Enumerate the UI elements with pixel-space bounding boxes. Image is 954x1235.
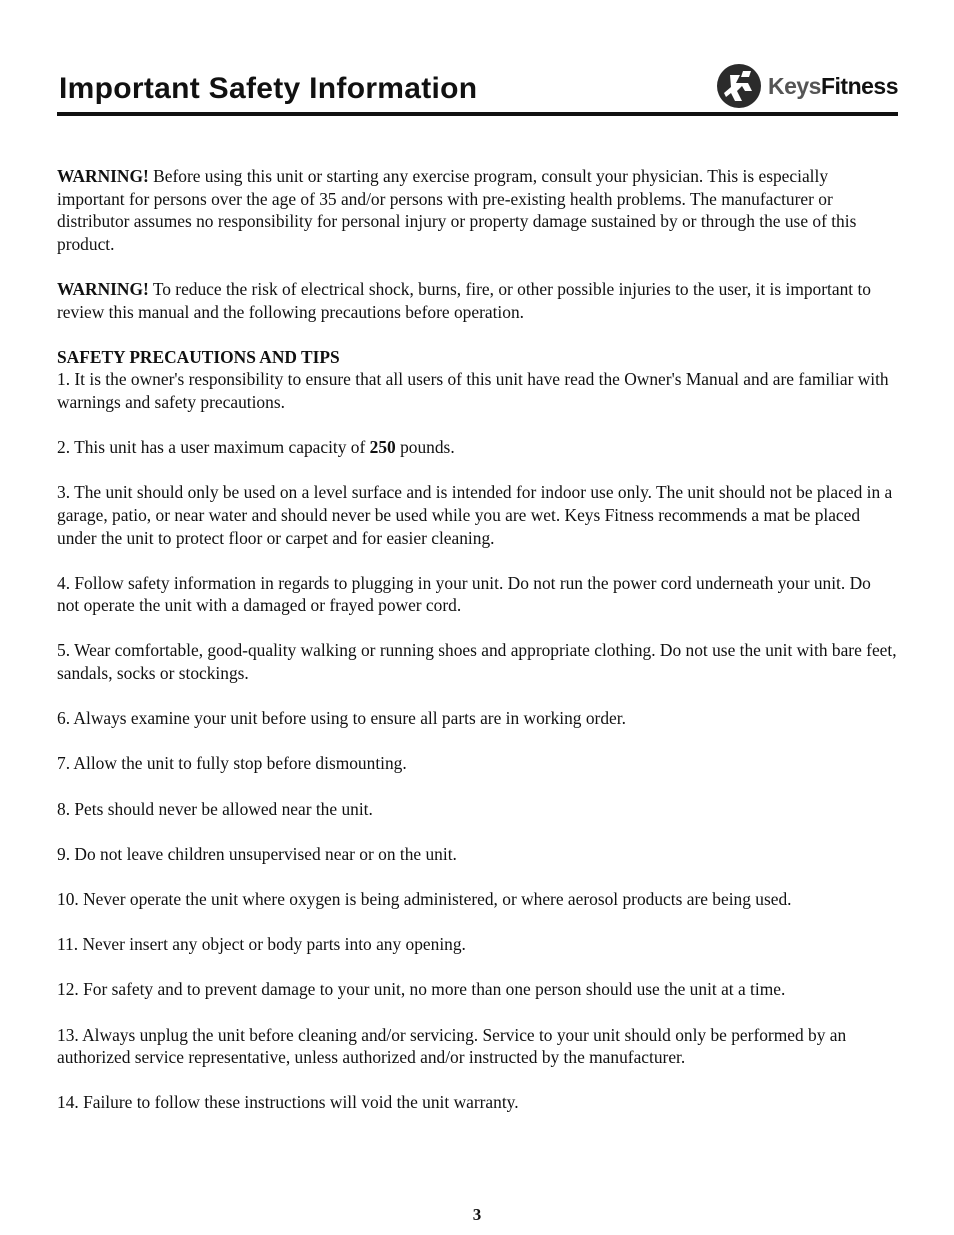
header-divider	[57, 112, 898, 116]
precaution-item-5: 5. Wear comfortable, good-quality walking or running shoes and appropriate clothing. Do not use the unit with bare feet, sandals, socks or stockings.	[57, 640, 897, 684]
runner-circle-icon	[716, 63, 762, 109]
precaution-item-7: 7. Allow the unit to fully stop before dismounting.	[57, 753, 407, 774]
warning-text: To reduce the risk of electrical shock, burns, fire, or other possible injuries to the user, it is important to review this manual and the following precautions before operation.	[57, 278, 871, 322]
precaution-item-2-text-before: 2. This unit has a user maximum capacity of	[57, 437, 370, 458]
logo-text-fitness: Fitness	[820, 72, 898, 99]
precautions-heading: SAFETY PRECAUTIONS AND TIPS	[57, 346, 340, 367]
page-number: 3	[472, 1205, 482, 1224]
keys-fitness-logo	[716, 62, 898, 110]
precaution-item-13: 13. Always unplug the unit before cleaning and/or servicing. Service to your unit should only be performed by an authorized service representative, unless authorized and/or instructed by the manufacturer.	[57, 1024, 847, 1068]
precaution-item-2-text-after: pounds.	[395, 437, 455, 458]
warning-label: WARNING!	[57, 278, 149, 299]
warning-paragraph-1	[57, 165, 897, 255]
precaution-item-12: 12. For safety and to prevent damage to your unit, no more than one person should use the unit at a time.	[57, 979, 786, 1000]
precaution-item-11: 11. Never insert any object or body parts into any opening.	[57, 934, 466, 955]
precaution-item-8: 8. Pets should never be allowed near the unit.	[57, 798, 373, 819]
page-title: Important Safety Information	[59, 72, 478, 105]
warning-label: WARNING!	[57, 166, 149, 186]
max-capacity-value: 250	[369, 437, 396, 458]
precaution-item-9: 9. Do not leave children unsupervised near or on the unit.	[57, 843, 457, 864]
precaution-item-2	[57, 436, 897, 459]
precaution-item-14: 14. Failure to follow these instructions will void the unit warranty.	[57, 1092, 519, 1113]
precautions-section	[57, 346, 897, 414]
precaution-item-10: 10. Never operate the unit where oxygen is being administered, or where aerosol products are being used.	[57, 889, 792, 909]
safety-content	[57, 165, 897, 1137]
warning-paragraph-2	[57, 278, 897, 323]
logo-wordmark	[767, 72, 898, 99]
logo-text-keys: Keys	[767, 72, 821, 99]
precaution-item-4: 4. Follow safety information in regards to plugging in your unit. Do not run the power cord underneath your unit. Do not operate the unit with a damaged or frayed power cord.	[57, 572, 871, 616]
page-header	[57, 58, 898, 116]
precaution-item-1: 1. It is the owner's responsibility to ensure that all users of this unit have read the Owner's Manual and are familiar with warnings and safety precautions.	[57, 369, 889, 412]
warning-text: Before using this unit or starting any exercise program, consult your physician. This is especially important for persons over the age of 35 and/or persons with pre-existing health problems. The manufacturer or distributor assumes no responsibility for personal injury or property damage sustained by or through the use of this product.	[57, 166, 857, 254]
precaution-item-6: 6. Always examine your unit before using to ensure all parts are in working order.	[57, 708, 626, 729]
precaution-item-3: 3. The unit should only be used on a level surface and is intended for indoor use only. The unit should not be placed in a garage, patio, or near water and should never be used while you are wet. Keys Fitness recommends a mat be placed under the unit to protect floor or carpet and for easier cleaning.	[57, 482, 893, 548]
